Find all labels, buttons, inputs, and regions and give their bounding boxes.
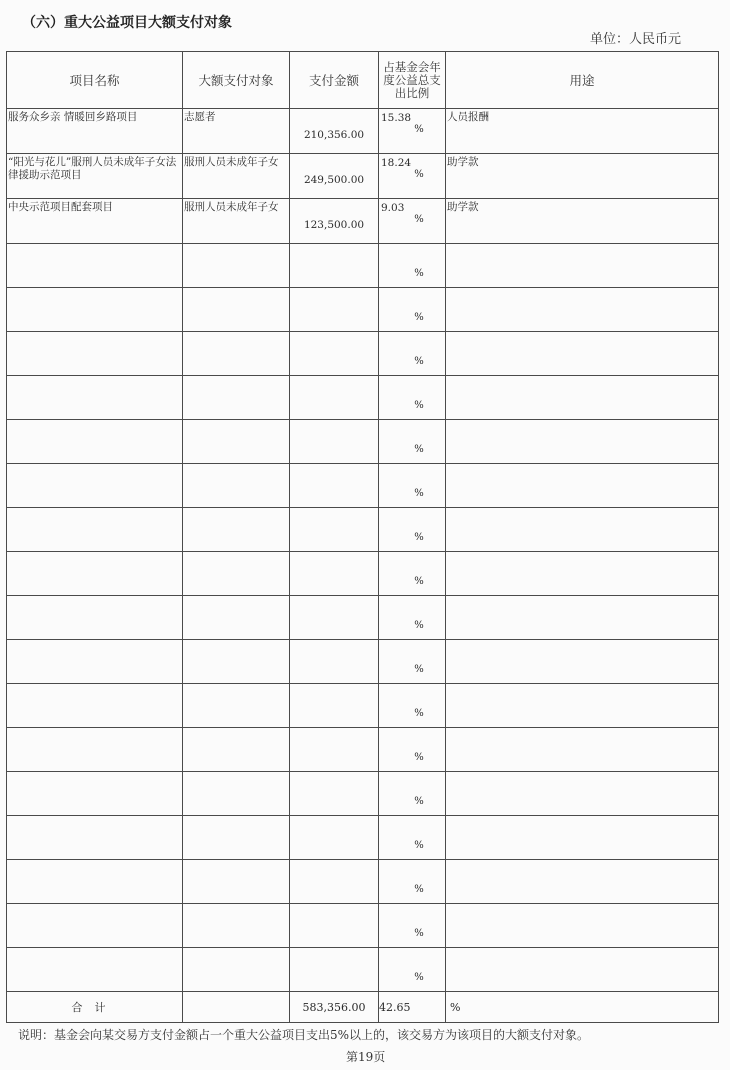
percent-sign: % [414,312,424,323]
cell-project-name [7,508,183,552]
cell-amount [290,464,379,508]
total-label: 合计 [7,992,183,1023]
cell-project-name [7,772,183,816]
cell-payee [183,508,290,552]
cell-payee [183,154,290,199]
cell-amount [290,288,379,332]
cell-project-name [7,684,183,728]
cell-percentage [379,332,446,376]
section-title: （六）重大公益项目大额支付对象 [22,15,232,31]
empty-table-row [7,816,719,860]
cell-purpose [446,199,719,244]
cell-project-name [7,728,183,772]
empty-table-row [7,596,719,640]
total-purpose-cell [446,992,719,1023]
cell-payee [183,728,290,772]
cell-payee [183,860,290,904]
cell-payee [183,288,290,332]
cell-project-name [7,948,183,992]
empty-table-row [7,244,719,288]
cell-payee [183,420,290,464]
total-percentage [379,992,446,1023]
percent-sign: % [414,356,424,367]
cell-project-name [7,552,183,596]
percent-sign: % [414,708,424,719]
cell-percentage [379,596,446,640]
cell-project-name [7,420,183,464]
percent-sign: % [414,840,424,851]
purpose-text: 助学款 [447,201,479,213]
empty-table-row [7,904,719,948]
cell-payee [183,244,290,288]
cell-payee [183,332,290,376]
cell-percentage [379,109,446,154]
cell-project-name [7,288,183,332]
cell-project-name [7,596,183,640]
cell-project-name [7,860,183,904]
cell-purpose [446,109,719,154]
cell-purpose [446,948,719,992]
cell-purpose [446,332,719,376]
percent-sign: % [414,124,424,135]
cell-project-name [7,904,183,948]
cell-project-name [7,332,183,376]
cell-amount [290,640,379,684]
cell-payee [183,684,290,728]
empty-table-row [7,728,719,772]
cell-project-name [7,154,183,199]
cell-payee [183,948,290,992]
cell-purpose [446,904,719,948]
percent-sign: % [414,268,424,279]
cell-amount [290,816,379,860]
cell-amount [290,332,379,376]
cell-percentage [379,508,446,552]
cell-percentage [379,376,446,420]
cell-payee [183,199,290,244]
cell-payee [183,552,290,596]
table-row [7,199,719,244]
cell-amount [290,244,379,288]
cell-purpose [446,154,719,199]
empty-table-row [7,552,719,596]
cell-purpose [446,640,719,684]
cell-purpose [446,816,719,860]
percentage-value: 9.03 [381,202,405,214]
cell-purpose [446,464,719,508]
cell-payee [183,109,290,154]
cell-payee [183,640,290,684]
purpose-text: 人员报酬 [447,111,489,123]
percent-sign: % [414,796,424,807]
cell-amount [290,376,379,420]
cell-amount [290,728,379,772]
empty-table-row [7,464,719,508]
cell-payee [183,376,290,420]
total-row [7,992,719,1023]
empty-table-row [7,332,719,376]
percent-sign: % [414,884,424,895]
cell-payee [183,772,290,816]
cell-purpose [446,508,719,552]
page-number: 第19页 [346,1050,386,1064]
table-row [7,154,719,199]
cell-amount [290,552,379,596]
percent-sign: % [414,400,424,411]
cell-purpose [446,684,719,728]
amount-text: 123,500.00 [303,219,365,231]
payee-text: 志愿者 [184,111,216,123]
percent-sign: % [414,972,424,983]
cell-percentage [379,860,446,904]
percent-sign: % [414,664,424,675]
empty-table-row [7,508,719,552]
cell-purpose [446,860,719,904]
cell-project-name [7,109,183,154]
payment-table-container [6,51,718,1023]
cell-amount [290,772,379,816]
empty-table-row [7,640,719,684]
cell-amount [290,199,379,244]
percent-sign: % [414,532,424,543]
percent-sign: % [414,488,424,499]
total-payee-empty [183,992,290,1023]
cell-amount [290,596,379,640]
cell-project-name [7,640,183,684]
empty-table-row [7,288,719,332]
cell-payee [183,904,290,948]
payee-text: 服刑人员未成年子女 [184,156,279,168]
cell-amount [290,684,379,728]
cell-percentage [379,728,446,772]
cell-payee [183,816,290,860]
cell-project-name [7,376,183,420]
cell-payee [183,596,290,640]
cell-payee [183,464,290,508]
cell-percentage [379,816,446,860]
payee-text: 服刑人员未成年子女 [184,201,279,213]
cell-percentage [379,420,446,464]
cell-amount [290,508,379,552]
cell-percentage [379,904,446,948]
cell-project-name [7,464,183,508]
cell-amount [290,904,379,948]
cell-project-name [7,816,183,860]
total-amount: 583,356.00 [290,992,379,1023]
cell-amount [290,109,379,154]
cell-percentage [379,948,446,992]
cell-percentage [379,640,446,684]
percent-sign: % [414,752,424,763]
cell-purpose [446,288,719,332]
empty-table-row [7,948,719,992]
cell-percentage [379,464,446,508]
cell-percentage [379,552,446,596]
percent-sign: % [414,928,424,939]
empty-table-row [7,772,719,816]
cell-percentage [379,772,446,816]
percentage-value: 15.38 [381,112,412,124]
header-amount: 支付金额 [290,52,379,109]
empty-table-row [7,860,719,904]
amount-text: 249,500.00 [303,174,365,186]
cell-project-name [7,244,183,288]
cell-purpose [446,728,719,772]
purpose-text: 助学款 [447,156,479,168]
cell-percentage [379,244,446,288]
cell-purpose [446,420,719,464]
cell-purpose [446,552,719,596]
percent-sign: % [414,576,424,587]
cell-amount [290,860,379,904]
percent-sign: % [414,169,424,180]
cell-project-name [7,199,183,244]
percent-sign: % [414,620,424,631]
amount-text: 210,356.00 [303,129,365,141]
cell-percentage [379,288,446,332]
cell-purpose [446,244,719,288]
cell-purpose [446,376,719,420]
project-name-text: “阳光与花儿”服刑人员未成年子女法律援助示范项目 [8,156,177,181]
table-header-row [7,52,719,109]
footnote: 说明：基金会向某交易方支付金额占一个重大公益项目支出5%以上的，该交易方为该项目的大额支付对象。 [18,1028,590,1042]
payment-table [6,51,719,1023]
table-row [7,109,719,154]
cell-percentage [379,199,446,244]
empty-table-row [7,420,719,464]
unit-label: 单位：人民币元 [590,32,682,47]
cell-purpose [446,772,719,816]
cell-amount [290,420,379,464]
empty-table-row [7,684,719,728]
empty-table-row [7,376,719,420]
cell-percentage [379,684,446,728]
percentage-value: 18.24 [381,157,412,169]
percent-sign: % [414,214,424,225]
project-name-text: 服务众乡亲 情暖回乡路项目 [8,111,138,123]
header-payee: 大额支付对象 [183,52,290,109]
header-purpose: 用途 [446,52,719,109]
percent-sign: % [414,444,424,455]
cell-purpose [446,596,719,640]
project-name-text: 中央示范项目配套项目 [8,201,113,213]
header-project-name: 项目名称 [7,52,183,109]
cell-amount [290,154,379,199]
cell-amount [290,948,379,992]
header-percentage: 占基金会年度公益总支出比例 [379,52,446,109]
total-percent-sign: % [450,1000,461,1014]
total-percentage-value: 42.65 [379,1000,411,1014]
cell-percentage [379,154,446,199]
